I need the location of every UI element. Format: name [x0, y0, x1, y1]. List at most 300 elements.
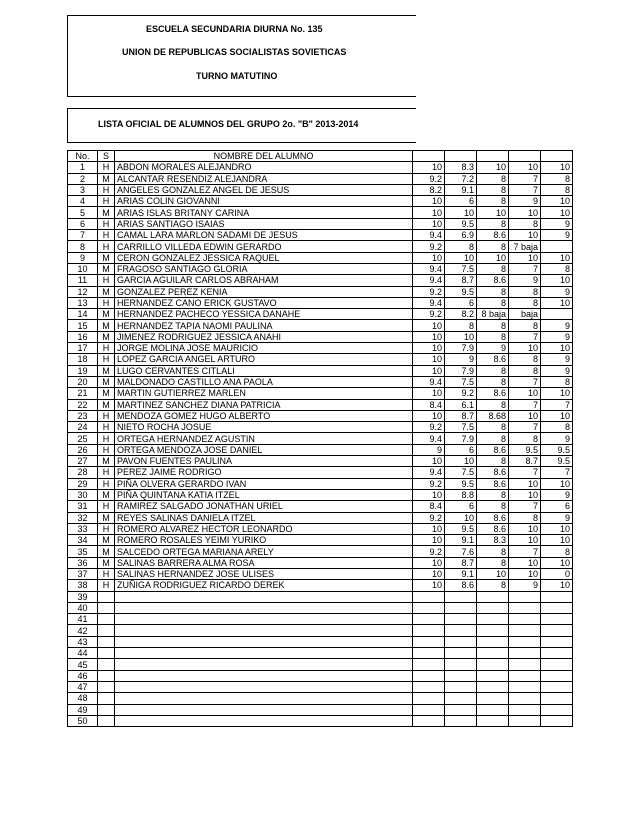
student-sex	[98, 715, 115, 726]
grade-3: 8.3	[477, 535, 509, 546]
student-name: GARCIA AGUILAR CARLOS ABRAHAM	[115, 275, 413, 286]
row-number: 10	[68, 263, 98, 274]
student-name	[115, 693, 413, 704]
student-sex: M	[98, 456, 115, 467]
grade-4: 9.5	[509, 444, 541, 455]
grade-2	[445, 659, 477, 670]
student-sex: H	[98, 568, 115, 579]
grade-2: 6	[445, 196, 477, 207]
student-name	[115, 591, 413, 602]
table-row	[68, 376, 573, 387]
grade-5: 9	[541, 331, 573, 342]
grade-3: 10	[477, 207, 509, 218]
school-union-name: UNION DE REPUBLICAS SOCIALISTAS SOVIETICAS	[122, 47, 347, 57]
grade-3	[477, 602, 509, 613]
grade-2: 7.5	[445, 263, 477, 274]
row-number: 27	[68, 456, 98, 467]
grade-5: 10	[541, 535, 573, 546]
student-name: ANGELES GONZALEZ ANGEL DE JESUS	[115, 184, 413, 195]
grade-1: 10	[413, 489, 445, 500]
row-number: 33	[68, 523, 98, 534]
table-row	[68, 173, 573, 184]
grade-2: 7.5	[445, 467, 477, 478]
grade-2: 8	[445, 241, 477, 252]
grade-1	[413, 693, 445, 704]
grade-4: 10	[509, 162, 541, 173]
student-sex: M	[98, 263, 115, 274]
student-sex: M	[98, 331, 115, 342]
grade-4: 8	[509, 433, 541, 444]
grade-4: 7	[509, 546, 541, 557]
grade-3: 8	[477, 399, 509, 410]
grade-5: 7	[541, 467, 573, 478]
grade-4	[509, 625, 541, 636]
grade-1	[413, 670, 445, 681]
grade-1	[413, 602, 445, 613]
student-name	[115, 681, 413, 692]
table-row	[68, 602, 573, 613]
table-row	[68, 535, 573, 546]
row-number: 23	[68, 410, 98, 421]
grade-1: 10	[413, 162, 445, 173]
grade-2: 7.9	[445, 365, 477, 376]
grade-1: 10	[413, 535, 445, 546]
table-row	[68, 320, 573, 331]
student-name	[115, 670, 413, 681]
grade-1: 10	[413, 252, 445, 263]
row-number: 46	[68, 670, 98, 681]
row-number: 22	[68, 399, 98, 410]
grade-2: 10	[445, 331, 477, 342]
grade-1: 9	[413, 444, 445, 455]
student-sex: H	[98, 297, 115, 308]
row-number: 17	[68, 343, 98, 354]
grade-3: 8	[477, 433, 509, 444]
grade-1: 10	[413, 523, 445, 534]
grade-5: 10	[541, 388, 573, 399]
table-row	[68, 704, 573, 715]
grade-5: 8	[541, 173, 573, 184]
student-sex: H	[98, 184, 115, 195]
grade-3: 8	[477, 320, 509, 331]
row-number: 5	[68, 207, 98, 218]
grade-4	[509, 693, 541, 704]
table-row	[68, 512, 573, 523]
grade-5: 10	[541, 275, 573, 286]
row-number: 38	[68, 580, 98, 591]
student-name: GONZALEZ PEREZ KENIA	[115, 286, 413, 297]
student-name	[115, 648, 413, 659]
grade-3: 8	[477, 489, 509, 500]
table-row	[68, 218, 573, 229]
student-sex	[98, 636, 115, 647]
grade-1: 10	[413, 568, 445, 579]
grade-2	[445, 636, 477, 647]
student-sex: M	[98, 286, 115, 297]
table-row	[68, 557, 573, 568]
grade-3	[477, 636, 509, 647]
grade-2: 7.9	[445, 343, 477, 354]
table-row	[68, 184, 573, 195]
grade-5: 10	[541, 207, 573, 218]
grade-4: 7	[509, 331, 541, 342]
row-number: 26	[68, 444, 98, 455]
table-row	[68, 715, 573, 726]
student-name: PIÑA OLVERA GERARDO IVAN	[115, 478, 413, 489]
grade-4	[509, 704, 541, 715]
grade-4: 10	[509, 523, 541, 534]
table-row	[68, 263, 573, 274]
school-name: ESCUELA SECUNDARIA DIURNA No. 135	[146, 24, 323, 34]
row-number: 30	[68, 489, 98, 500]
grade-4: 10	[509, 557, 541, 568]
table-row	[68, 331, 573, 342]
grade-1: 9.4	[413, 376, 445, 387]
grade-1	[413, 625, 445, 636]
table-row	[68, 659, 573, 670]
row-number: 6	[68, 218, 98, 229]
grade-1: 10	[413, 388, 445, 399]
student-name: ROMERO ROSALES YEIMI YURIKO	[115, 535, 413, 546]
grade-1	[413, 659, 445, 670]
grade-2	[445, 715, 477, 726]
row-number: 32	[68, 512, 98, 523]
grade-4: 10	[509, 489, 541, 500]
table-row	[68, 410, 573, 421]
student-name: JORGE MOLINA JOSE MAURICIO	[115, 343, 413, 354]
grade-3: 10	[477, 252, 509, 263]
grade-4: 7	[509, 184, 541, 195]
grade-4: 8	[509, 365, 541, 376]
student-sex	[98, 614, 115, 625]
grade-5: 7	[541, 399, 573, 410]
student-roster-table	[67, 150, 573, 727]
student-sex: M	[98, 535, 115, 546]
grade-2	[445, 670, 477, 681]
grade-1: 9.2	[413, 546, 445, 557]
table-row	[68, 568, 573, 579]
grade-5: 8	[541, 263, 573, 274]
row-number: 7	[68, 230, 98, 241]
grade-2	[445, 602, 477, 613]
grade-1: 9.2	[413, 422, 445, 433]
table-row	[68, 207, 573, 218]
grade-2: 7.9	[445, 433, 477, 444]
row-number: 41	[68, 614, 98, 625]
table-row	[68, 591, 573, 602]
grade-5: 9.5	[541, 456, 573, 467]
grade-5: 10	[541, 252, 573, 263]
grade-5	[541, 715, 573, 726]
grade-5	[541, 591, 573, 602]
student-sex: M	[98, 399, 115, 410]
student-sex: M	[98, 320, 115, 331]
student-sex: H	[98, 230, 115, 241]
grade-4: 8	[509, 218, 541, 229]
col-grade-header	[413, 151, 445, 162]
grade-1: 9.2	[413, 173, 445, 184]
grade-1: 9.4	[413, 297, 445, 308]
grade-4	[509, 659, 541, 670]
grade-3	[477, 659, 509, 670]
grade-1: 9.4	[413, 263, 445, 274]
student-sex: H	[98, 241, 115, 252]
student-sex: H	[98, 501, 115, 512]
grade-3: 8	[477, 263, 509, 274]
table-row	[68, 456, 573, 467]
row-number: 12	[68, 286, 98, 297]
grade-5: 9	[541, 489, 573, 500]
row-number: 21	[68, 388, 98, 399]
table-row	[68, 230, 573, 241]
student-name: ARIAS COLIN GIOVANNI	[115, 196, 413, 207]
student-name: CARRILLO VILLEDA EDWIN GERARDO	[115, 241, 413, 252]
row-number: 48	[68, 693, 98, 704]
row-number: 43	[68, 636, 98, 647]
grade-2: 6	[445, 501, 477, 512]
table-row	[68, 693, 573, 704]
student-name: ORTEGA MENDOZA JOSE DANIEL	[115, 444, 413, 455]
grade-3: 8.6	[477, 388, 509, 399]
row-number: 36	[68, 557, 98, 568]
grade-5	[541, 681, 573, 692]
student-name	[115, 715, 413, 726]
grade-2: 8.7	[445, 410, 477, 421]
grade-2: 9.1	[445, 568, 477, 579]
student-name: PIÑA QUINTANA KATIA ITZEL	[115, 489, 413, 500]
row-number: 37	[68, 568, 98, 579]
student-name: RAMIREZ SALGADO JONATHAN URIEL	[115, 501, 413, 512]
student-name: LUGO CERVANTES CITLALI	[115, 365, 413, 376]
grade-1: 10	[413, 580, 445, 591]
grade-4: 8	[509, 512, 541, 523]
grade-2: 10	[445, 207, 477, 218]
grade-3: 8	[477, 501, 509, 512]
student-sex	[98, 704, 115, 715]
grade-3: 8	[477, 422, 509, 433]
grade-3	[477, 591, 509, 602]
student-name: ALCANTAR RESENDIZ ALEJANDRA	[115, 173, 413, 184]
table-row	[68, 162, 573, 173]
table-row	[68, 614, 573, 625]
grade-1: 10	[413, 218, 445, 229]
grade-2: 7.6	[445, 546, 477, 557]
student-sex	[98, 648, 115, 659]
grade-2: 10	[445, 252, 477, 263]
grade-4: 7	[509, 376, 541, 387]
grade-5: 9	[541, 230, 573, 241]
grade-5: 8	[541, 184, 573, 195]
grade-5: 10	[541, 196, 573, 207]
grade-4	[509, 614, 541, 625]
grade-2: 10	[445, 512, 477, 523]
grade-5: 0	[541, 568, 573, 579]
student-name	[115, 636, 413, 647]
grade-1: 9.4	[413, 467, 445, 478]
grade-3: 9	[477, 343, 509, 354]
shift-label: TURNO MATUTINO	[196, 71, 278, 81]
table-row	[68, 670, 573, 681]
row-number: 1	[68, 162, 98, 173]
student-name: HERNANDEZ PACHECO YESSICA DANAHE	[115, 309, 413, 320]
grade-4	[509, 681, 541, 692]
grade-3: 8	[477, 173, 509, 184]
grade-1: 8.2	[413, 184, 445, 195]
grade-3: 8	[477, 546, 509, 557]
student-sex: H	[98, 354, 115, 365]
grade-1: 9.2	[413, 286, 445, 297]
grade-1: 10	[413, 365, 445, 376]
grade-1: 9.2	[413, 478, 445, 489]
row-number: 39	[68, 591, 98, 602]
grade-3: 8.6	[477, 478, 509, 489]
grade-5: 9	[541, 286, 573, 297]
grade-5: 10	[541, 410, 573, 421]
student-name: MARTINEZ SANCHEZ DIANA PATRICIA	[115, 399, 413, 410]
grade-2: 8.8	[445, 489, 477, 500]
table-row	[68, 286, 573, 297]
grade-4	[509, 602, 541, 613]
grade-5: 9	[541, 320, 573, 331]
row-number: 14	[68, 309, 98, 320]
col-grade-header	[541, 151, 573, 162]
row-number: 42	[68, 625, 98, 636]
student-sex: H	[98, 218, 115, 229]
grade-2	[445, 704, 477, 715]
col-name-header: NOMBRE DEL ALUMNO	[115, 151, 413, 162]
row-number: 49	[68, 704, 98, 715]
col-grade-header	[509, 151, 541, 162]
grade-3: 8.6	[477, 512, 509, 523]
grade-5: 10	[541, 478, 573, 489]
student-name: MALDONADO CASTILLO ANA PAOLA	[115, 376, 413, 387]
grade-4: 10	[509, 343, 541, 354]
grade-2: 9.5	[445, 218, 477, 229]
row-number: 29	[68, 478, 98, 489]
table-row	[68, 365, 573, 376]
row-number: 4	[68, 196, 98, 207]
grade-5	[541, 659, 573, 670]
row-number: 15	[68, 320, 98, 331]
grade-2	[445, 625, 477, 636]
grade-4: 9	[509, 196, 541, 207]
grade-4: 8	[509, 354, 541, 365]
student-name: ROMERO ALVAREZ HECTOR LEONARDO	[115, 523, 413, 534]
student-name: CAMAL LARA MARLON SADAMI DE JESUS	[115, 230, 413, 241]
student-sex	[98, 625, 115, 636]
grade-4: baja	[509, 309, 541, 320]
student-sex: M	[98, 546, 115, 557]
grade-4	[509, 636, 541, 647]
col-no-header: No.	[68, 151, 98, 162]
grade-3: 8	[477, 365, 509, 376]
grade-1: 10	[413, 456, 445, 467]
grade-2: 7.2	[445, 173, 477, 184]
grade-1	[413, 614, 445, 625]
row-number: 31	[68, 501, 98, 512]
grade-2	[445, 648, 477, 659]
grade-3: 10	[477, 568, 509, 579]
grade-1	[413, 636, 445, 647]
grade-2	[445, 681, 477, 692]
student-sex: M	[98, 388, 115, 399]
grade-4: 10	[509, 388, 541, 399]
row-number: 16	[68, 331, 98, 342]
grade-3: 8	[477, 241, 509, 252]
grade-1	[413, 648, 445, 659]
table-row	[68, 252, 573, 263]
grade-3	[477, 625, 509, 636]
grade-5: 10	[541, 297, 573, 308]
grade-4: 10	[509, 478, 541, 489]
student-sex	[98, 670, 115, 681]
table-row	[68, 275, 573, 286]
grade-5: 9	[541, 512, 573, 523]
grade-1: 10	[413, 196, 445, 207]
grade-5	[541, 636, 573, 647]
grade-5: 9.5	[541, 444, 573, 455]
grade-5	[541, 614, 573, 625]
grade-5	[541, 625, 573, 636]
grade-5	[541, 309, 573, 320]
student-name	[115, 614, 413, 625]
student-sex: H	[98, 410, 115, 421]
grade-5	[541, 670, 573, 681]
student-sex	[98, 659, 115, 670]
col-grade-header	[445, 151, 477, 162]
grade-1: 9.2	[413, 309, 445, 320]
row-number: 20	[68, 376, 98, 387]
row-number: 45	[68, 659, 98, 670]
student-sex: H	[98, 433, 115, 444]
grade-5: 6	[541, 501, 573, 512]
grade-5: 10	[541, 162, 573, 173]
grade-5	[541, 648, 573, 659]
table-row	[68, 343, 573, 354]
grade-4	[509, 591, 541, 602]
grade-3	[477, 693, 509, 704]
student-name: NIETO ROCHA JOSUE	[115, 422, 413, 433]
grade-4: 7	[509, 263, 541, 274]
grade-2: 6	[445, 444, 477, 455]
table-row	[68, 399, 573, 410]
row-number: 11	[68, 275, 98, 286]
grade-1	[413, 681, 445, 692]
student-sex	[98, 693, 115, 704]
table-row	[68, 297, 573, 308]
grade-5	[541, 704, 573, 715]
row-number: 40	[68, 602, 98, 613]
student-name: PAVON FUENTES PAULINA	[115, 456, 413, 467]
student-sex: H	[98, 162, 115, 173]
table-row	[68, 422, 573, 433]
student-name: ABDON MORALES ALEJANDRO	[115, 162, 413, 173]
grade-2: 9	[445, 354, 477, 365]
grade-4: 7	[509, 173, 541, 184]
student-name	[115, 659, 413, 670]
grade-4	[509, 715, 541, 726]
student-sex	[98, 602, 115, 613]
row-number: 44	[68, 648, 98, 659]
student-sex: H	[98, 422, 115, 433]
table-row	[68, 478, 573, 489]
grade-2: 8.6	[445, 580, 477, 591]
student-sex: M	[98, 365, 115, 376]
grade-1: 10	[413, 557, 445, 568]
student-sex: H	[98, 444, 115, 455]
grade-2: 9.1	[445, 535, 477, 546]
student-name: FRAGOSO SANTIAGO GLORIA	[115, 263, 413, 274]
